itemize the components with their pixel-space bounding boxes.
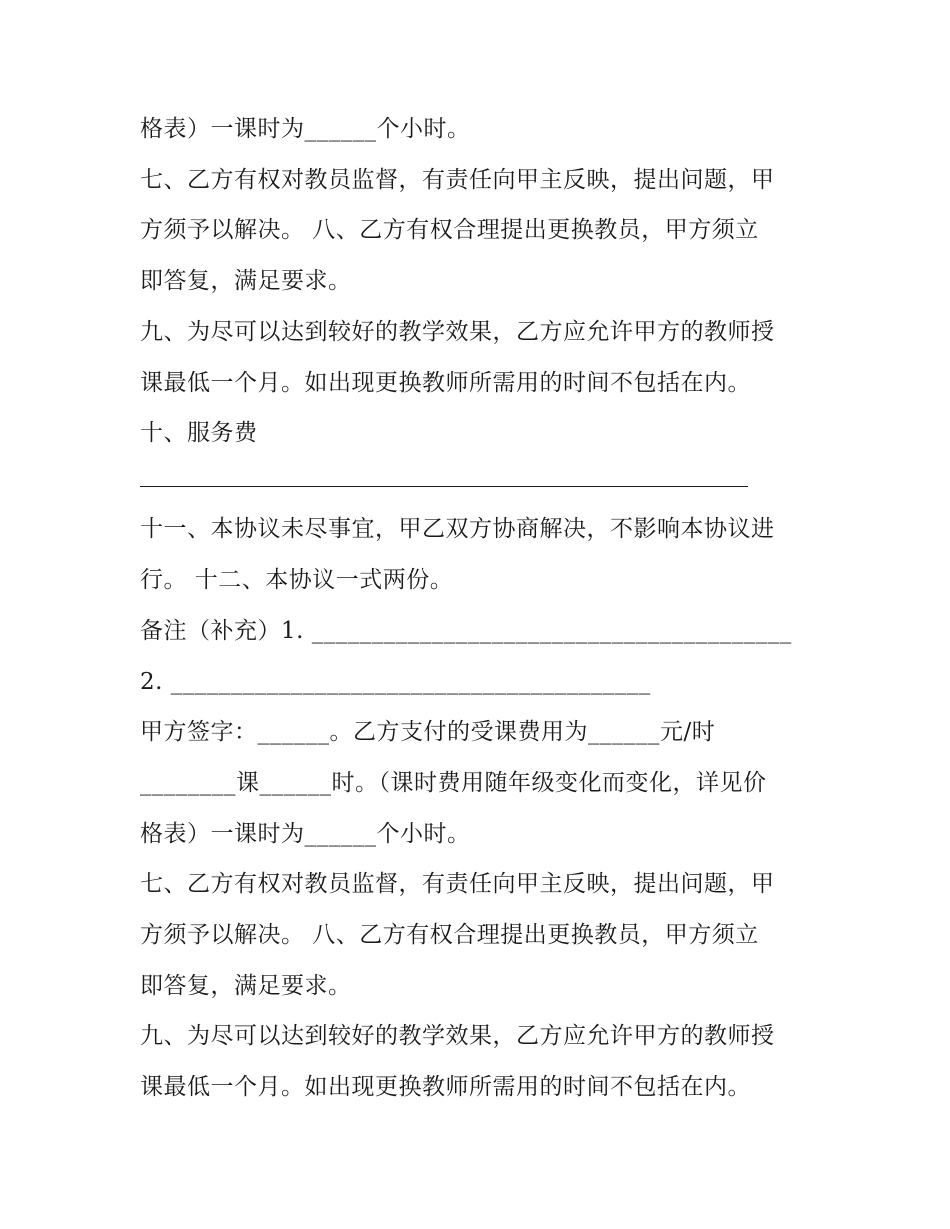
text-line-clause-7-2: 七、乙方有权对教员监督，有责任向甲主反映，提出问题，甲: [140, 871, 775, 897]
text-line-clause-11: 十一、本协议未尽事宜，甲乙双方协商解决，不影响本协议进: [140, 516, 775, 542]
text-line-reply-2: 即答复，满足要求。: [140, 973, 352, 999]
text-line-note-1: 备注（补充）1. ________________________________________: [140, 618, 792, 644]
text-line-clause-12: 行。 十二、本协议一式两份。: [140, 567, 454, 593]
text-line-service-fee: 十、服务费: [140, 420, 258, 446]
text-line-lesson-fee: ________课______时。（课时费用随年级变化而变化，详见价: [140, 770, 767, 796]
text-line-clause-8-2: 方须予以解决。 八、乙方有权合理提出更换教员，甲方须立: [140, 922, 759, 948]
text-line-lesson-duration-2: 格表）一课时为______个小时。: [140, 821, 471, 847]
text-line-lesson-duration: 格表）一课时为______个小时。: [140, 116, 471, 142]
text-line-signature: 甲方签字：______。乙方支付的受课费用为______元/时: [140, 719, 716, 745]
text-line-min-month-2: 课最低一个月。如出现更换教师所需用的时间不包括在内。: [140, 1074, 751, 1100]
text-line-min-month: 课最低一个月。如出现更换教师所需用的时间不包括在内。: [140, 370, 751, 396]
text-line-clause-9: 九、为尽可以达到较好的教学效果，乙方应允许甲方的教师授: [140, 319, 775, 345]
text-line-clause-8: 方须予以解决。 八、乙方有权合理提出更换教员，甲方须立: [140, 217, 759, 243]
text-line-note-2: 2. ________________________________________: [140, 669, 651, 695]
text-line-reply: 即答复，满足要求。: [140, 268, 352, 294]
service-fee-blank-rule: [140, 486, 748, 487]
text-line-clause-9-2: 九、为尽可以达到较好的教学效果，乙方应允许甲方的教师授: [140, 1023, 775, 1049]
text-line-clause-7: 七、乙方有权对教员监督，有责任向甲主反映，提出问题，甲: [140, 167, 775, 193]
